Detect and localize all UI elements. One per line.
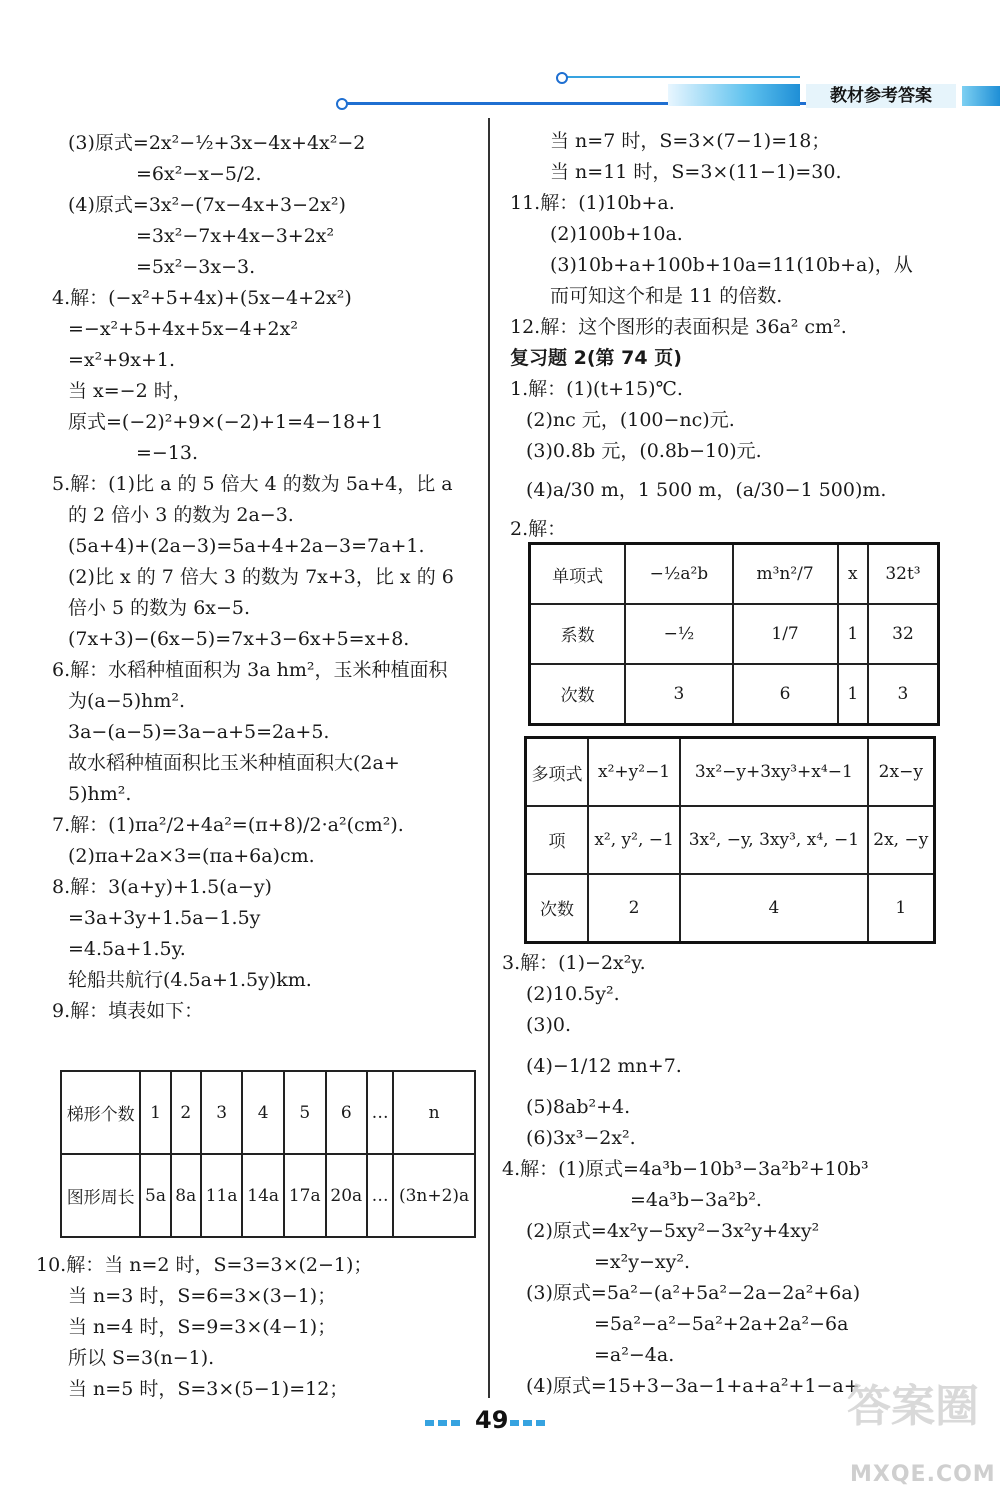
table-cell: 11a [201,1154,243,1237]
text-line: 而可知这个和是 11 的倍数. [550,285,783,307]
table-cell: 图形周长 [61,1154,140,1237]
table-cell: 32 [868,604,939,664]
text-line: 倍小 5 的数为 6x−5. [68,597,251,619]
text-line: 当 n=5 时，S=3×(5−1)=12； [68,1378,349,1400]
text-line: (2)原式=4x²y−5xy²−3x²y+4xy² [526,1220,820,1242]
text-line: 10.解：当 n=2 时，S=3=3×(2−1)； [36,1254,373,1276]
left-column-bottom [36,1250,482,1405]
text-line: 的 2 倍小 3 的数为 2a−3. [68,504,294,526]
text-line: 3.解：(1)−2x²y. [502,952,646,974]
footer-decor-icon [451,1420,460,1426]
text-line: =4a³b−3a²b². [630,1189,762,1211]
table-cell: … [367,1071,393,1154]
header-title: 教材参考答案 [806,84,956,108]
right-column [510,126,960,545]
footer-decor-icon [438,1420,447,1426]
table-row [530,544,939,605]
text-line: (7x+3)−(6x−5)=7x+3−6x+5=x+8. [68,628,410,650]
table-cell: x [838,544,868,605]
text-line: 当 n=4 时，S=9=3×(4−1)； [68,1316,337,1338]
column-divider [488,118,490,1398]
table-cell: 3x², −y, 3xy³, x⁴, −1 [680,806,868,874]
table-cell: 1 [868,874,935,943]
text-line: (2)nc 元，(100−nc)元. [526,409,735,431]
text-line: 为(a−5)hm². [68,690,186,712]
table-cell: (3n+2)a [393,1154,475,1237]
text-line: =−13. [136,442,199,464]
table-cell: 2x−y [868,738,935,807]
text-line: 5.解：(1)比 a 的 5 倍大 4 的数为 5a+4，比 a [52,473,453,495]
table-cell: 单项式 [530,544,626,605]
table-row [530,604,939,664]
table-cell: 8a [171,1154,201,1237]
watermark-site: MXQE.COM [850,1462,996,1487]
header-dot-icon [336,98,348,110]
text-line: 9.解：填表如下： [52,1000,204,1022]
text-line: 3a−(a−5)=3a−a+5=2a+5. [68,721,330,743]
table-cell: 6 [733,664,838,725]
text-line: 7.解：(1)πa²/2+4a²=(π+8)/2·a²(cm²). [52,814,404,836]
header-gradient-bar [668,84,800,106]
polynomial-table [524,736,936,944]
text-line: 8.解：3(a+y)+1.5(a−y) [52,876,272,898]
footer-decor-icon [536,1420,545,1426]
text-line: 5)hm². [68,783,132,805]
table-cell: … [367,1154,393,1237]
text-line: =3x²−7x+4x−3+2x² [136,225,335,247]
left-column [52,128,482,1027]
text-line: (3)原式=5a²−(a²+5a²−2a−2a²+6a) [526,1282,861,1304]
text-line: =x²y−xy². [594,1251,691,1273]
text-line: (2)100b+10a. [550,223,683,245]
text-line: (6)3x³−2x². [526,1127,636,1149]
text-line: =−x²+5+4x+5x−4+2x² [68,318,298,340]
text-line: (3)原式=2x²−½+3x−4x+4x²−2 [68,132,366,154]
table-cell: 14a [242,1154,284,1237]
table-cell: 4 [242,1071,284,1154]
table-cell: 5 [284,1071,326,1154]
page-number: 49 [475,1406,509,1434]
table-cell: 1 [838,604,868,664]
text-line: (2)10.5y². [526,983,620,1005]
text-line: 当 x=−2 时， [68,380,192,402]
table-cell: 3 [868,664,939,725]
footer-decor-icon [523,1420,532,1426]
table-row [530,664,939,725]
text-line: (4)原式=15+3−3a−1+a+a²+1−a+ [526,1375,860,1397]
table-cell: 4 [680,874,868,943]
table-cell: 5a [140,1154,170,1237]
text-line: 6.解：水稻种植面积为 3a hm²，玉米种植面积 [52,659,448,681]
table-cell: 1/7 [733,604,838,664]
watermark-logo: 答案圈 [847,1381,979,1432]
table-row [526,806,935,874]
table-row [61,1154,475,1237]
table-cell: −½ [625,604,732,664]
text-line: (3)0.8b 元，(0.8b−10)元. [526,440,762,462]
text-line: =x²+9x+1. [68,349,176,371]
text-line: 故水稻种植面积比玉米种植面积大(2a+ [68,752,400,774]
table-cell: 1 [838,664,868,725]
monomial-table [528,542,940,726]
table-cell: 3 [625,664,732,725]
table-cell: 3 [201,1071,243,1154]
table-cell: 系数 [530,604,626,664]
table-cell: 20a [326,1154,368,1237]
text-line: 2.解： [510,518,567,540]
text-line: =5a²−a²−5a²+2a+2a²−6a [594,1313,849,1335]
text-line: =3a+3y+1.5a−1.5y [68,907,261,929]
table-cell: 次数 [530,664,626,725]
table-cell: 项 [526,806,589,874]
text-line: (3)0. [526,1014,572,1036]
table-cell: 1 [140,1071,170,1154]
text-line: 原式=(−2)²+9×(−2)+1=4−18+1 [68,411,384,433]
table-cell: 2 [171,1071,201,1154]
text-line: (4)原式=3x²−(7x−4x+3−2x²) [68,194,346,216]
text-line: 4.解：(−x²+5+4x)+(5x−4+2x²) [52,287,352,309]
table-cell: 6 [326,1071,368,1154]
table-cell: n [393,1071,475,1154]
text-line: 轮船共航行(4.5a+1.5y)km. [68,969,312,991]
table-cell: 梯形个数 [61,1071,140,1154]
text-line: 当 n=3 时，S=6=3×(3−1)； [68,1285,337,1307]
text-line: 4.解：(1)原式=4a³b−10b³−3a²b²+10b³ [502,1158,869,1180]
text-line: 当 n=11 时，S=3×(11−1)=30. [550,161,842,183]
table-row [526,874,935,943]
header-dot-icon [556,72,568,84]
text-line: =a²−4a. [594,1344,675,1366]
text-line: 所以 S=3(n−1). [68,1347,215,1369]
table-cell: x²+y²−1 [588,738,680,807]
footer-decor-icon [510,1420,519,1426]
text-line: =4.5a+1.5y. [68,938,186,960]
table-cell: 多项式 [526,738,589,807]
text-line: (3)10b+a+100b+10a=11(10b+a)，从 [550,254,913,276]
text-line: (5a+4)+(2a−3)=5a+4+2a−3=7a+1. [68,535,425,557]
text-line: (5)8ab²+4. [526,1096,631,1118]
table-cell: x², y², −1 [588,806,680,874]
text-line: =5x²−3x−3. [136,256,256,278]
table-cell: 3x²−y+3xy³+x⁴−1 [680,738,868,807]
table-cell: 32t³ [868,544,939,605]
text-line: (2)πa+2a×3=(πa+6a)cm. [68,845,315,867]
table-cell: 次数 [526,874,589,943]
table-row [526,738,935,807]
table-row [61,1071,475,1154]
table-cell: m³n²/7 [733,544,838,605]
text-line: 11.解：(1)10b+a. [510,192,675,214]
table-cell: 17a [284,1154,326,1237]
text-line: (4)a/30 m，1 500 m，(a/30−1 500)m. [526,479,887,501]
table-cell: 2 [588,874,680,943]
text-line: (4)−1/12 mn+7. [526,1055,682,1077]
text-line: (2)比 x 的 7 倍大 3 的数为 7x+3，比 x 的 6 [68,566,454,588]
footer-decor-icon [425,1420,434,1426]
text-line: 当 n=7 时，S=3×(7−1)=18； [550,130,831,152]
text-line: 12.解：这个图形的表面积是 36a² cm². [510,316,847,338]
right-column-bottom [502,948,960,1402]
text-line: 1.解：(1)(t+15)℃. [510,378,683,400]
header-tail-bar [962,86,1000,106]
perimeter-table [60,1070,476,1238]
table-cell: 2x, −y [868,806,935,874]
section-heading: 复习题 2(第 74 页) [510,347,682,369]
table-cell: −½a²b [625,544,732,605]
header-top-line [560,76,800,78]
text-line: =6x²−x−5/2. [136,163,262,185]
